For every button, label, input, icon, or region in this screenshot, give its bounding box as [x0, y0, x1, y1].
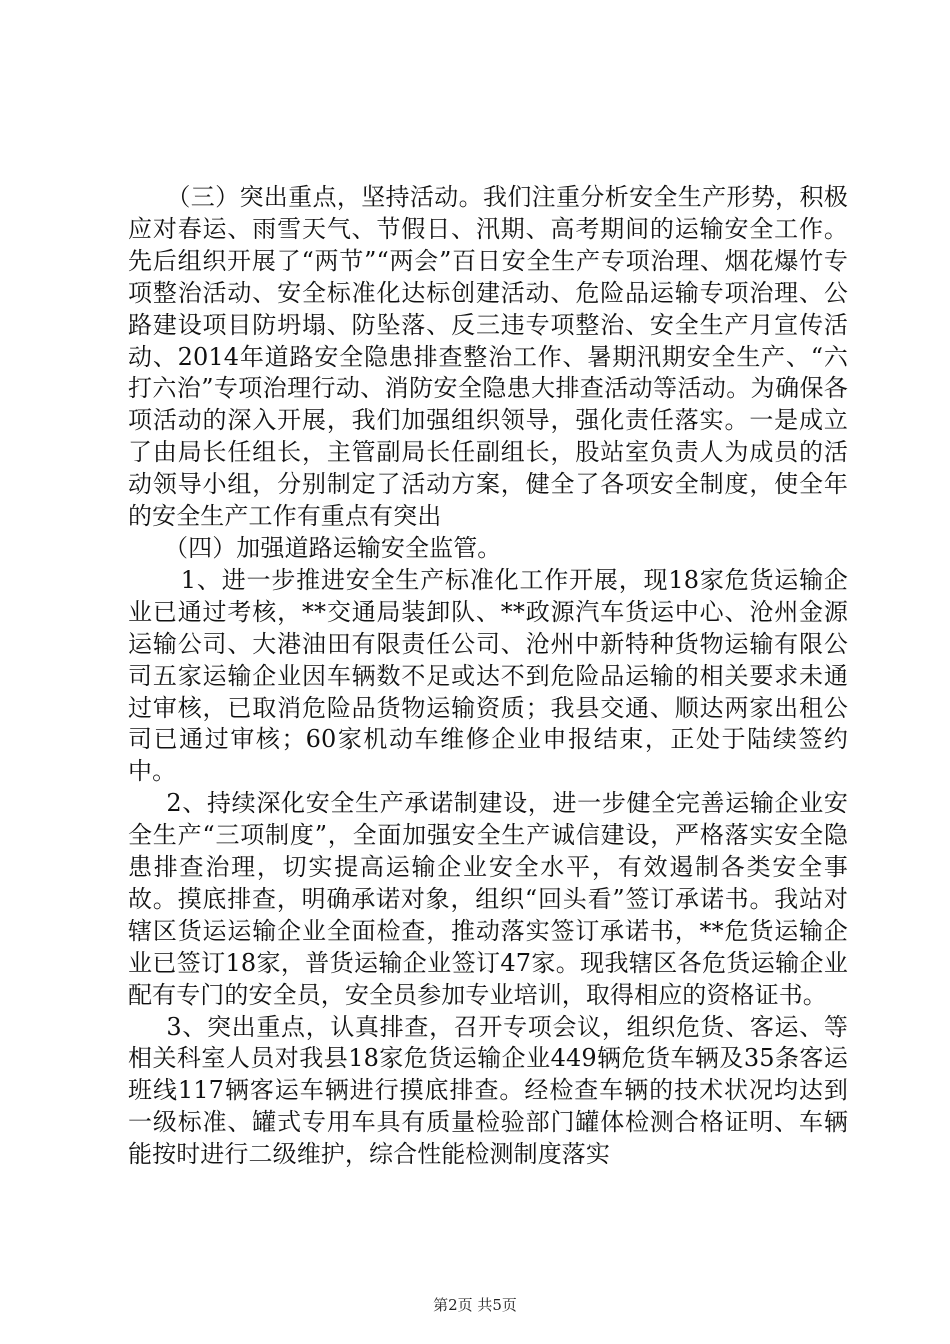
- paragraph-section-4-heading: （四）加强道路运输安全监管。: [164, 533, 502, 562]
- page-number: 第2页 共5页: [433, 1296, 517, 1314]
- paragraph-item-3: 3、突出重点，认真排查，召开专项会议，组织危货、客运、等相关科室人员对我县18家危货运输企业449辆危货车辆及35条客运班线117辆客运车辆进行摸底排查。经检查车辆的技术状况均达到一级标准、罐式专用车具有质量检验部门罐体检测合格证明、车辆能按时进行二级维护，综合性能检测制度落实: [128, 1012, 848, 1169]
- document-body: [128, 182, 848, 1171]
- page-footer: [0, 1294, 950, 1315]
- paragraph-section-3: （三）突出重点，坚持活动。我们注重分析安全生产形势，积极应对春运、雨雪天气、节假日、汛期、高考期间的运输安全工作。先后组织开展了“两节”“两会”百日安全生产专项治理、烟花爆竹专项整治活动、安全标准化达标创建活动、危险品运输专项治理、公路建设项目防坍塌、防坠落、反三违专项整治、安全生产月宣传活动、2014年道路安全隐患排查整治工作、暑期汛期安全生产、“六打六治”专项治理行动、消防安全隐患大排查活动等活动。为确保各项活动的深入开展，我们加强组织领导，强化责任落实。一是成立了由局长任组长，主管副局长任副组长，股站室负责人为成员的活动领导小组，分别制定了活动方案，健全了各项安全制度，使全年的安全生产工作有重点有突出: [128, 183, 848, 531]
- paragraph-item-1: 1、进一步推进安全生产标准化工作开展，现18家危货运输企业已通过考核，**交通局装卸队、**政源汽车货运中心、沧州金源运输公司、大港油田有限责任公司、沧州中新特种货物运输有限公司五家运输企业因车辆数不足或达不到危险品运输的相关要求未通过审核，已取消危险品货物运输资质；我县交通、顺达两家出租公司已通过审核；60家机动车维修企业申报结束，正处于陆续签约中。: [128, 565, 848, 786]
- paragraph-item-2: 2、持续深化安全生产承诺制建设，进一步健全完善运输企业安全生产“三项制度”，全面加强安全生产诚信建设，严格落实安全隐患排查治理，切实提高运输企业安全水平，有效遏制各类安全事故。摸底排查，明确承诺对象，组织“回头看”签订承诺书。我站对辖区货运运输企业全面检查，推动落实签订承诺书，**危货运输企业已签订18家，普货运输企业签订47家。现我辖区各危货运输企业配有专门的安全员，安全员参加专业培训，取得相应的资格证书。: [128, 789, 848, 1009]
